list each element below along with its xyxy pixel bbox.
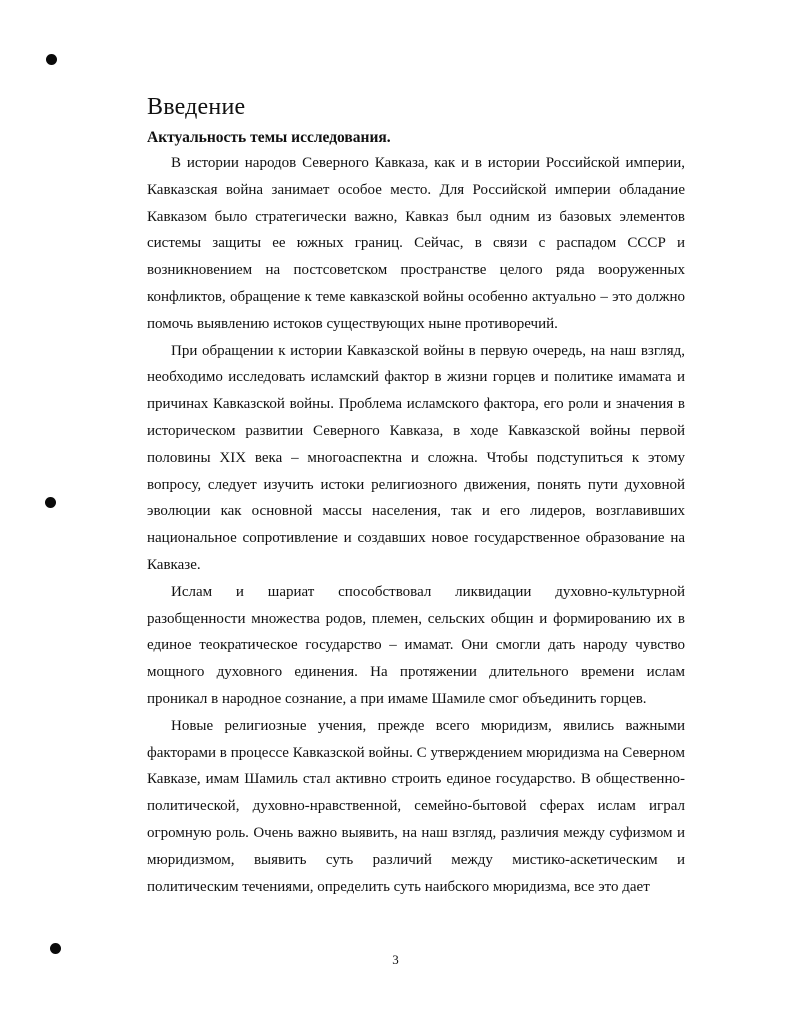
paragraph: Новые религиозные учения, прежде всего мюридизм, явились важными факторами в процессе Кавказской войны. С утверждением мюридизма на Северном Кавказе, имам Шамиль стал активно строить единое государство. В общественно-политической, духовно-нравственной, семейно-бытовой сферах ислам играл огромную роль. Очень важно выявить, на наш взгляд, различия между суфизмом и мюридизмом, выявить суть различий между мистико-аскетическим и политическим течениями, определить суть наибского мюридизма, все это дает: [147, 717, 685, 895]
paragraph: В истории народов Северного Кавказа, как и в истории Российской империи, Кавказская война занимает особое место. Для Российской империи обладание Кавказом было стратегически важно, Кавказ был одним из базовых элементов системы защиты ее южных границ. Сейчас, в связи с распадом СССР и возникновением на постсоветском пространстве целого ряда вооруженных конфликтов, обращение к теме кавказской войны особенно актуально – это должно помочь выявлению истоков существующих ныне противоречий.: [147, 155, 685, 332]
section-heading: Актуальность темы исследования.: [147, 129, 391, 146]
paragraph: Ислам и шариат способствовал ликвидации духовно-культурной разобщенности множества родов, племен, сельских общин и формированию их в единое теократическое государство – имамат. Они смогли дать народу чувство мощного духовного единения. На протяжении длительного времени ислам проникал в народное сознание, а при имаме Шамиле смог объединить горцев.: [147, 583, 685, 707]
punch-hole-mark: [45, 497, 56, 508]
page-title: Введение: [147, 94, 246, 120]
paragraph: При обращении к истории Кавказской войны в первую очередь, на наш взгляд, необходимо исследовать исламский фактор в жизни горцев и политике имамата и причинах Кавказской войны. Проблема исламского фактора, его роли и значения в историческом развитии Северного Кавказа, в ходе Кавказской войны первой половины XIX века – многоаспектна и сложна. Чтобы подступиться к этому вопросу, следует изучить истоки религиозного движения, понять пути духовной эволюции как основной массы населения, так и его лидеров, возглавивших национальное сопротивление и создавших новое государственное образование на Кавказе.: [147, 342, 685, 573]
page-number: 3: [392, 952, 399, 967]
document-page: [147, 92, 685, 900]
punch-hole-mark: [46, 54, 57, 65]
